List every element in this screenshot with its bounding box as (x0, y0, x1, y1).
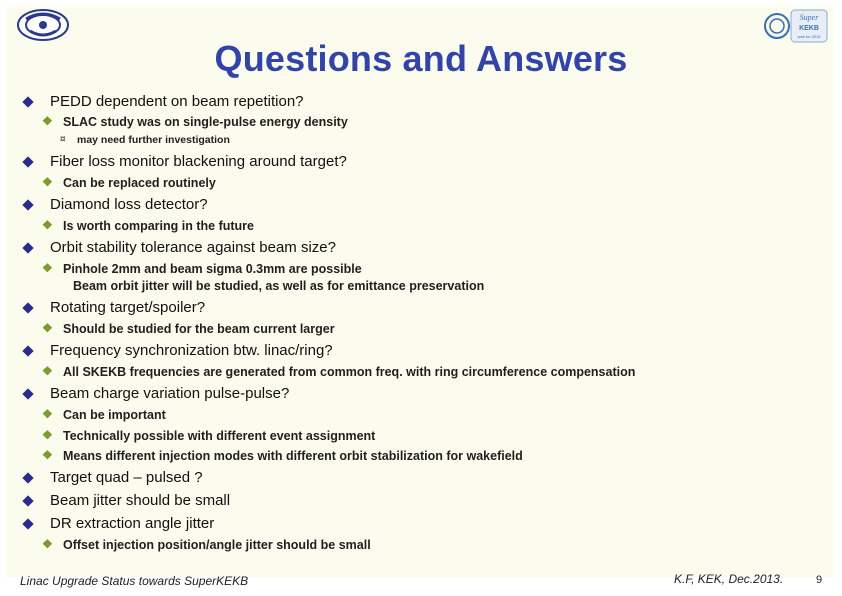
list-item-text: All SKEKB frequencies are generated from common freq. with ring circumference compensation (63, 365, 636, 379)
list-item-text: Beam charge variation pulse-pulse? (50, 385, 290, 402)
quad-diamond-bullet-icon: ❖ (42, 407, 53, 421)
list-item-text: Diamond loss detector? (50, 196, 208, 213)
quad-diamond-bullet-icon: ❖ (42, 175, 53, 189)
list-item-text: Pinhole 2mm and beam sigma 0.3mm are possible (63, 262, 362, 276)
page-number: 9 (816, 574, 823, 586)
list-item-text: Can be important (63, 408, 166, 422)
list-item-text: Target quad – pulsed ? (50, 469, 203, 486)
logo-tagline-text: wait for 2015 (797, 34, 821, 39)
list-item-text: Means different injection modes with different orbit stabilization for wakefield (63, 449, 523, 463)
footer-author-date: K.F, KEK, Dec.2013. (674, 572, 784, 586)
logo-kekb-text: KEKB (799, 25, 819, 32)
list-item-text: Is worth comparing in the future (63, 219, 254, 233)
list-item-text: Beam jitter should be small (50, 492, 231, 509)
quad-diamond-bullet-icon: ❖ (42, 114, 53, 128)
list-item-text: Should be studied for the beam current larger (63, 322, 335, 336)
list-item-text: Frequency synchronization btw. linac/ring? (50, 342, 333, 359)
quad-diamond-bullet-icon: ❖ (42, 261, 53, 275)
list-item-text: Can be replaced routinely (63, 176, 216, 190)
quad-diamond-bullet-icon: ❖ (42, 448, 53, 462)
list-item-text: Orbit stability tolerance against beam size? (50, 239, 336, 256)
list-item-text: PEDD dependent on beam repetition? (50, 93, 304, 110)
list-item-text: Fiber loss monitor blackening around target? (50, 153, 347, 170)
currency-sign-bullet-icon: ¤ (60, 134, 66, 145)
slide-title: Questions and Answers (214, 38, 628, 79)
list-item-text: SLAC study was on single-pulse energy density (63, 115, 348, 129)
list-item-text: may need further investigation (77, 134, 230, 146)
quad-diamond-bullet-icon: ❖ (42, 218, 53, 232)
quad-diamond-bullet-icon: ❖ (42, 364, 53, 378)
list-item-text-continued: Beam orbit jitter will be studied, as well as for emittance preservation (73, 279, 485, 293)
quad-diamond-bullet-icon: ❖ (42, 321, 53, 335)
quad-diamond-bullet-icon: ❖ (42, 428, 53, 442)
list-item-text: Rotating target/spoiler? (50, 299, 206, 316)
list-item-text: Technically possible with different event assignment (63, 429, 376, 443)
list-item-text: DR extraction angle jitter (50, 515, 215, 532)
list-item-text: Offset injection position/angle jitter should be small (63, 538, 371, 552)
quad-diamond-bullet-icon: ❖ (42, 537, 53, 551)
footer-title: Linac Upgrade Status towards SuperKEKB (20, 574, 249, 588)
logo-super-text: Super (799, 13, 819, 22)
